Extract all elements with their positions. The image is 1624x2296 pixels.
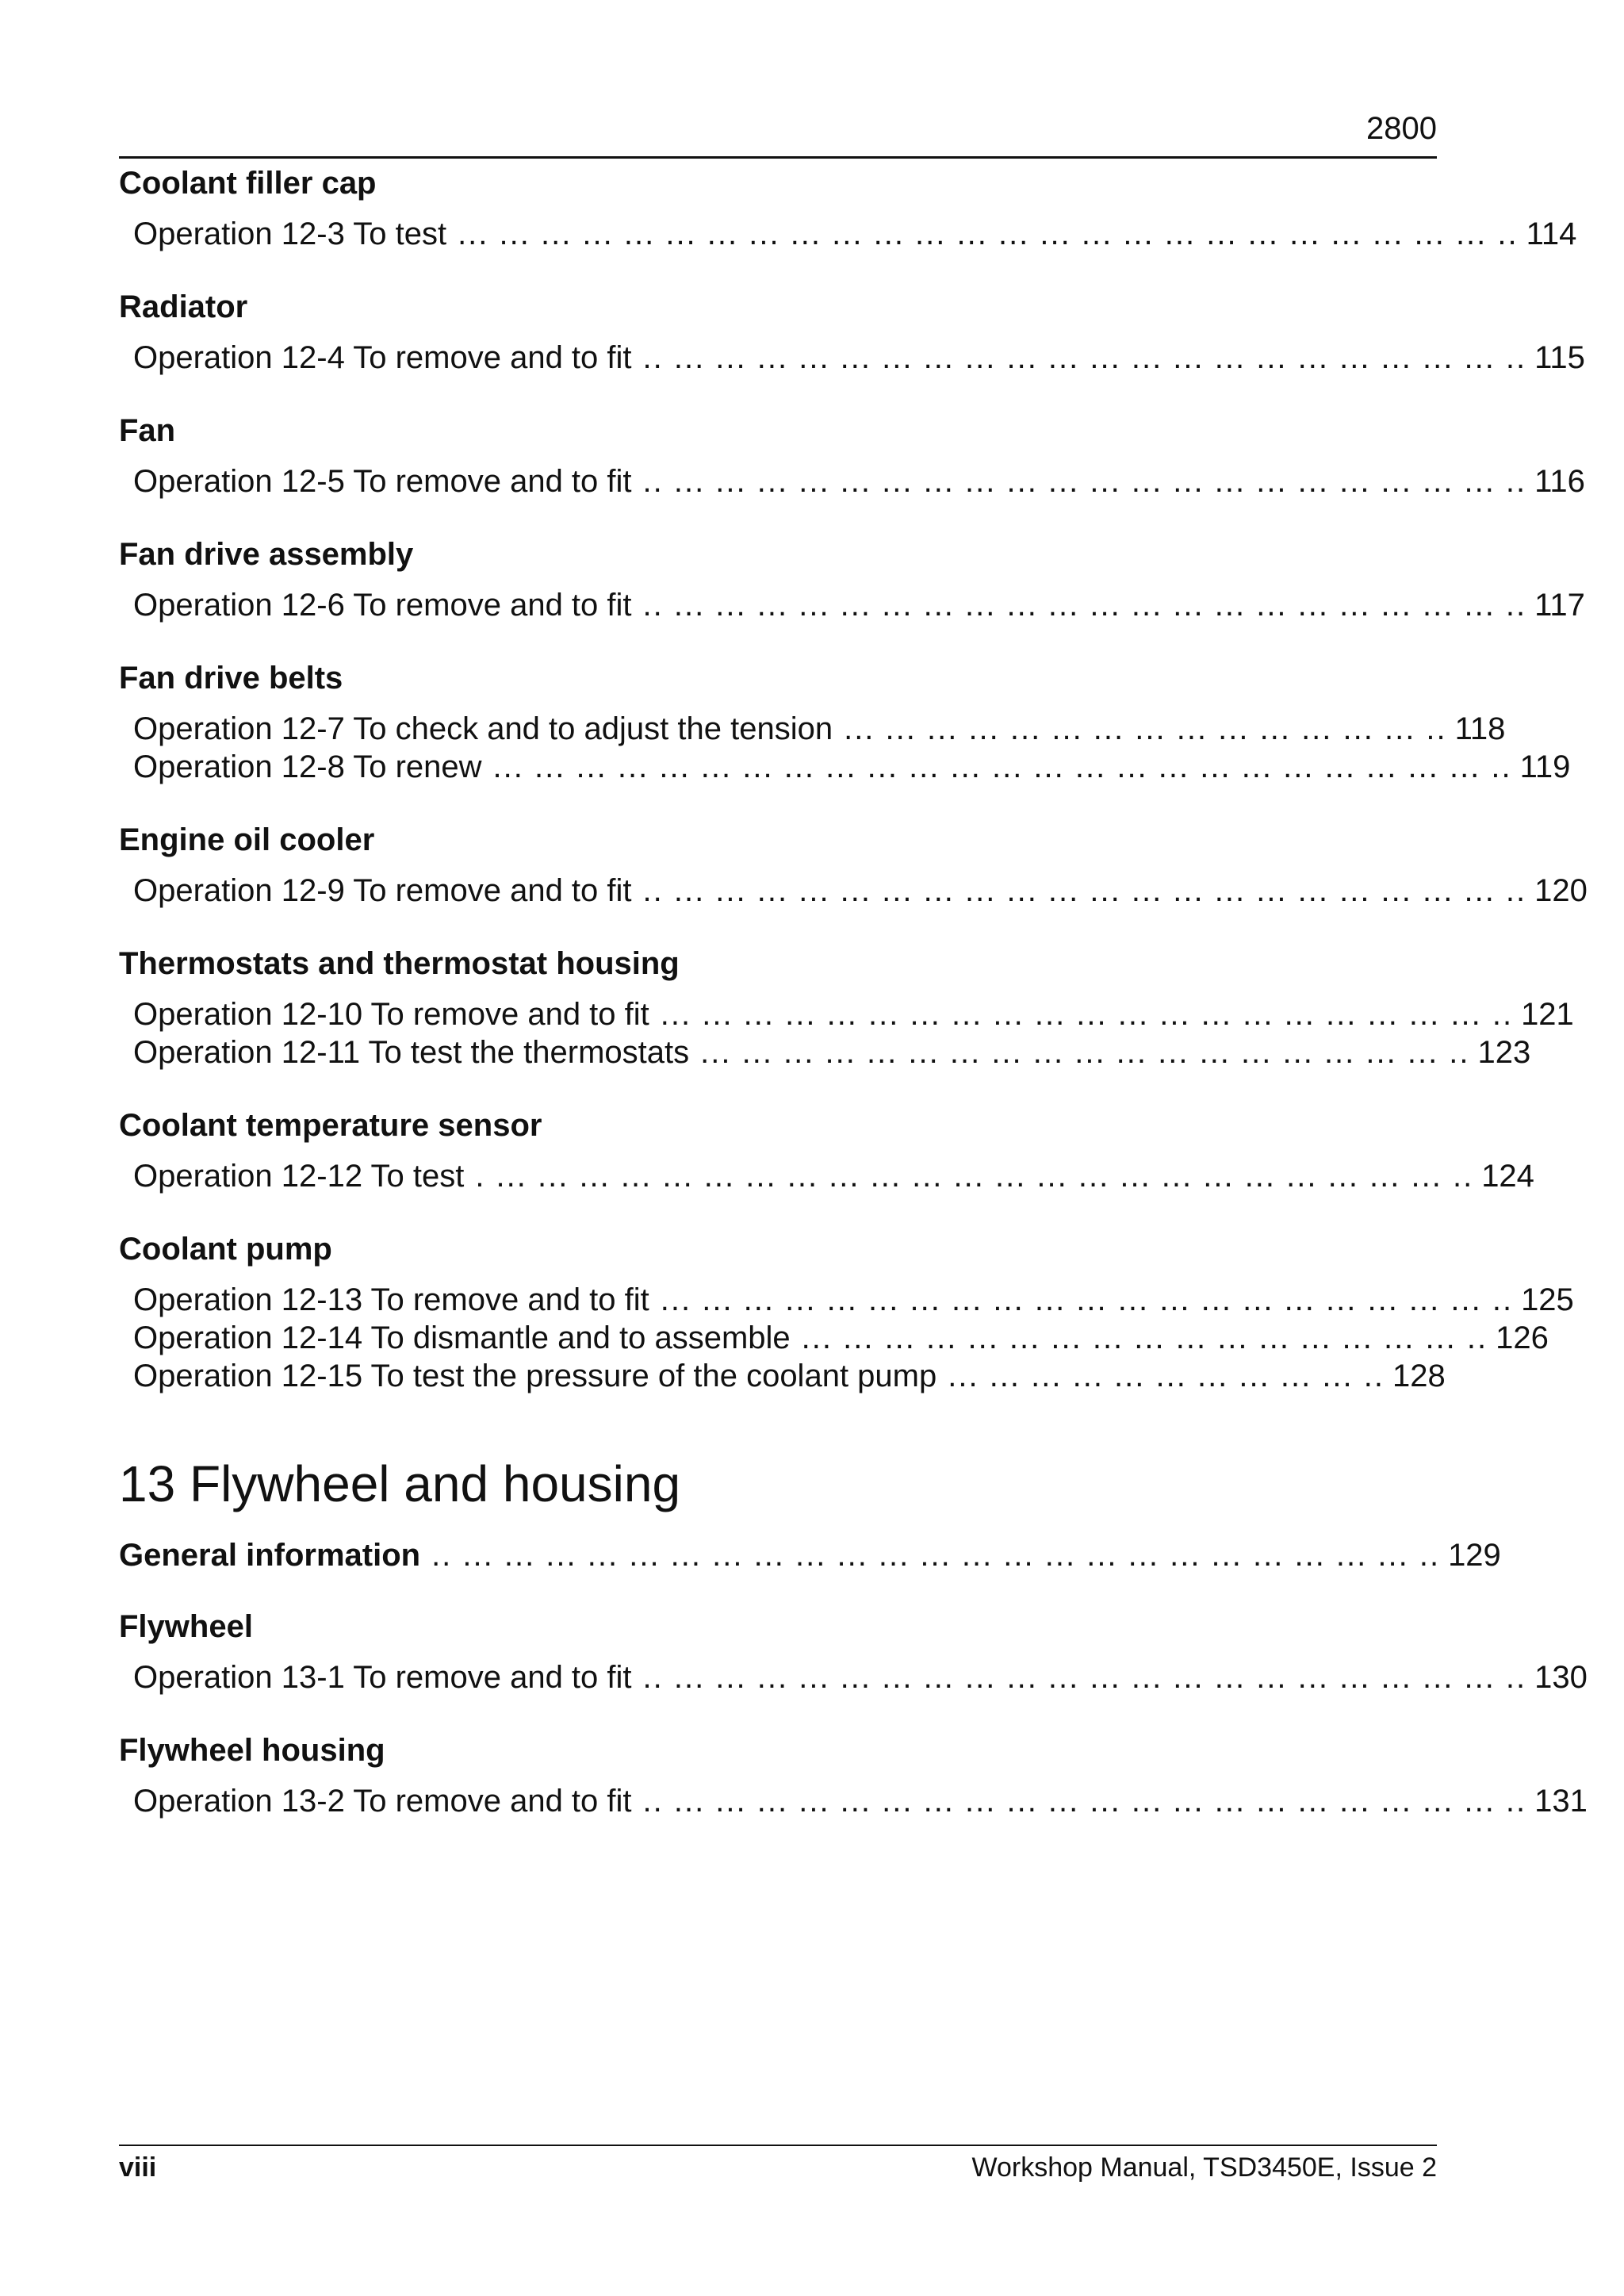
toc-entry[interactable] [133, 462, 1585, 500]
footer-page-number: viii [119, 2152, 157, 2183]
section-entries [119, 339, 1585, 377]
section-heading: Fan [119, 413, 176, 448]
entry-label: Operation 12-15 To test the pressure of the coolant pump [133, 1359, 937, 1393]
section-entries [119, 215, 1577, 253]
toc-section [119, 943, 1574, 1071]
toc-entry[interactable] [133, 215, 1577, 253]
toc-section [119, 1606, 1588, 1696]
toc-entry[interactable] [133, 1658, 1588, 1696]
section-entries [119, 462, 1585, 500]
toc-entry[interactable] [133, 872, 1588, 910]
section-heading: Radiator [119, 289, 248, 324]
dot-leader: .. ... ... ... ... ... ... ... ... ... ... ... ... ... ... ... ... ... ... ... ... .. [642, 1660, 1527, 1695]
section-heading: Coolant temperature sensor [119, 1108, 542, 1143]
toc-section [119, 163, 1577, 253]
toc-entry[interactable] [133, 710, 1506, 748]
entry-label: Operation 12-14 To dismantle and to assemble [133, 1320, 791, 1355]
entry-label: Operation 12-11 To test the thermostats [133, 1035, 690, 1070]
entry-label: Operation 12-13 To remove and to fit [133, 1282, 649, 1317]
entry-page-number: 116 [1534, 464, 1585, 499]
toc-section [119, 410, 1585, 500]
dot-leader: ... ... ... ... ... ... ... ... ... ... ... ... ... ... .. [844, 711, 1447, 746]
entry-label: General information [119, 1538, 421, 1573]
dot-leader: .. ... ... ... ... ... ... ... ... ... ... ... ... ... ... ... ... ... ... ... ... .. [642, 464, 1527, 499]
section-entries [119, 1658, 1588, 1696]
section-heading: Fan drive assembly [119, 537, 414, 572]
chapter-title: 13 Flywheel and housing [119, 1455, 681, 1512]
toc-section [119, 1105, 1534, 1195]
table-of-contents [119, 163, 1588, 1853]
section-heading: Fan drive belts [119, 661, 343, 696]
entry-label: Operation 12-9 To remove and to fit [133, 873, 632, 908]
toc-entry[interactable] [133, 586, 1585, 624]
section-heading: Flywheel housing [119, 1733, 385, 1768]
entry-page-number: 126 [1496, 1320, 1549, 1355]
entry-label: Operation 12-4 To remove and to fit [133, 340, 632, 375]
entry-page-number: 123 [1477, 1035, 1531, 1070]
entry-label: Operation 12-6 To remove and to fit [133, 588, 632, 623]
dot-leader: ... ... ... ... ... ... ... ... ... ... .. [948, 1359, 1385, 1393]
entry-label: Operation 12-8 To renew [133, 749, 482, 784]
section-entries [119, 1281, 1574, 1395]
entry-page-number: 131 [1534, 1784, 1588, 1819]
dot-leader: .. ... ... ... ... ... ... ... ... ... ... ... ... ... ... ... ... ... ... ... ... .. [642, 873, 1527, 908]
dot-leader: ... ... ... ... ... ... ... ... ... ... ... ... ... ... ... ... ... ... .. [700, 1035, 1470, 1070]
toc-entry-general-information[interactable] [119, 1535, 1501, 1576]
entry-label: Operation 12-12 To test [133, 1159, 465, 1194]
toc-entry[interactable] [133, 748, 1571, 786]
section-heading: Flywheel [119, 1609, 253, 1644]
dot-leader: .. ... ... ... ... ... ... ... ... ... ... ... ... ... ... ... ... ... ... ... ... .. [642, 1784, 1527, 1819]
entry-page-number: 117 [1534, 588, 1585, 623]
header-rule [119, 156, 1437, 159]
section-entries [119, 995, 1574, 1071]
toc-section [119, 819, 1588, 910]
dot-leader: . ... ... ... ... ... ... ... ... ... ... ... ... ... ... ... ... ... ... ... ... ... ... ... .. [475, 1159, 1474, 1194]
section-entries [119, 710, 1571, 786]
entry-page-number: 128 [1392, 1359, 1446, 1393]
section-entries [119, 1782, 1588, 1820]
header-page-code: 2800 [1366, 111, 1437, 146]
entry-page-number: 130 [1534, 1660, 1588, 1695]
entry-label: Operation 13-1 To remove and to fit [133, 1660, 632, 1695]
entry-label: Operation 12-7 To check and to adjust the tension [133, 711, 833, 746]
toc-entry[interactable] [133, 1319, 1549, 1357]
toc-entry[interactable] [133, 995, 1574, 1033]
entry-label: Operation 12-5 To remove and to fit [133, 464, 632, 499]
section-entries [119, 586, 1585, 624]
entry-label: Operation 12-3 To test [133, 217, 447, 251]
entry-page-number: 119 [1519, 749, 1571, 784]
dot-leader: ... ... ... ... ... ... ... ... ... ... ... ... ... ... ... ... ... ... ... ... ... ... ... ... .. [492, 749, 1512, 784]
dot-leader: .. ... ... ... ... ... ... ... ... ... ... ... ... ... ... ... ... ... ... ... ... .. [642, 588, 1527, 623]
toc-section [119, 286, 1585, 377]
toc-section [119, 1228, 1574, 1395]
footer-manual-reference: Workshop Manual, TSD3450E, Issue 2 [971, 2152, 1437, 2183]
entry-page-number: 120 [1534, 873, 1588, 908]
entry-page-number: 125 [1521, 1282, 1574, 1317]
entry-label: Operation 12-10 To remove and to fit [133, 997, 649, 1032]
toc-section [119, 657, 1571, 786]
dot-leader: ... ... ... ... ... ... ... ... ... ... ... ... ... ... ... ... ... ... ... ... .. [660, 1282, 1514, 1317]
section-entries [119, 872, 1588, 910]
section-heading: Thermostats and thermostat housing [119, 946, 680, 981]
entry-page-number: 114 [1526, 217, 1577, 251]
section-heading: Coolant pump [119, 1232, 332, 1267]
entry-page-number: 129 [1448, 1538, 1501, 1573]
dot-leader: .. ... ... ... ... ... ... ... ... ... ... ... ... ... ... ... ... ... ... ... ... ... ... ... .. [431, 1538, 1441, 1573]
entry-label: Operation 13-2 To remove and to fit [133, 1784, 632, 1819]
section-heading: Coolant filler cap [119, 166, 377, 201]
toc-entry[interactable] [133, 1033, 1531, 1071]
toc-entry[interactable] [133, 1157, 1534, 1195]
entry-page-number: 115 [1534, 340, 1585, 375]
section-heading: Engine oil cooler [119, 822, 375, 857]
entry-page-number: 121 [1521, 997, 1574, 1032]
dot-leader: ... ... ... ... ... ... ... ... ... ... ... ... ... ... ... ... .. [801, 1320, 1488, 1355]
toc-section [119, 534, 1585, 624]
toc-entry[interactable] [133, 1782, 1588, 1820]
dot-leader: ... ... ... ... ... ... ... ... ... ... ... ... ... ... ... ... ... ... ... ... ... ... ... ... ... .. [458, 217, 1519, 251]
footer-rule [119, 2145, 1437, 2146]
dot-leader: .. ... ... ... ... ... ... ... ... ... ... ... ... ... ... ... ... ... ... ... ... .. [642, 340, 1527, 375]
toc-entry[interactable] [133, 339, 1585, 377]
toc-entry[interactable] [133, 1281, 1574, 1319]
dot-leader: ... ... ... ... ... ... ... ... ... ... ... ... ... ... ... ... ... ... ... ... .. [660, 997, 1514, 1032]
section-entries [119, 1157, 1534, 1195]
entry-page-number: 118 [1454, 711, 1506, 746]
toc-section [119, 1730, 1588, 1820]
entry-page-number: 124 [1481, 1159, 1534, 1194]
toc-entry[interactable] [133, 1357, 1446, 1395]
